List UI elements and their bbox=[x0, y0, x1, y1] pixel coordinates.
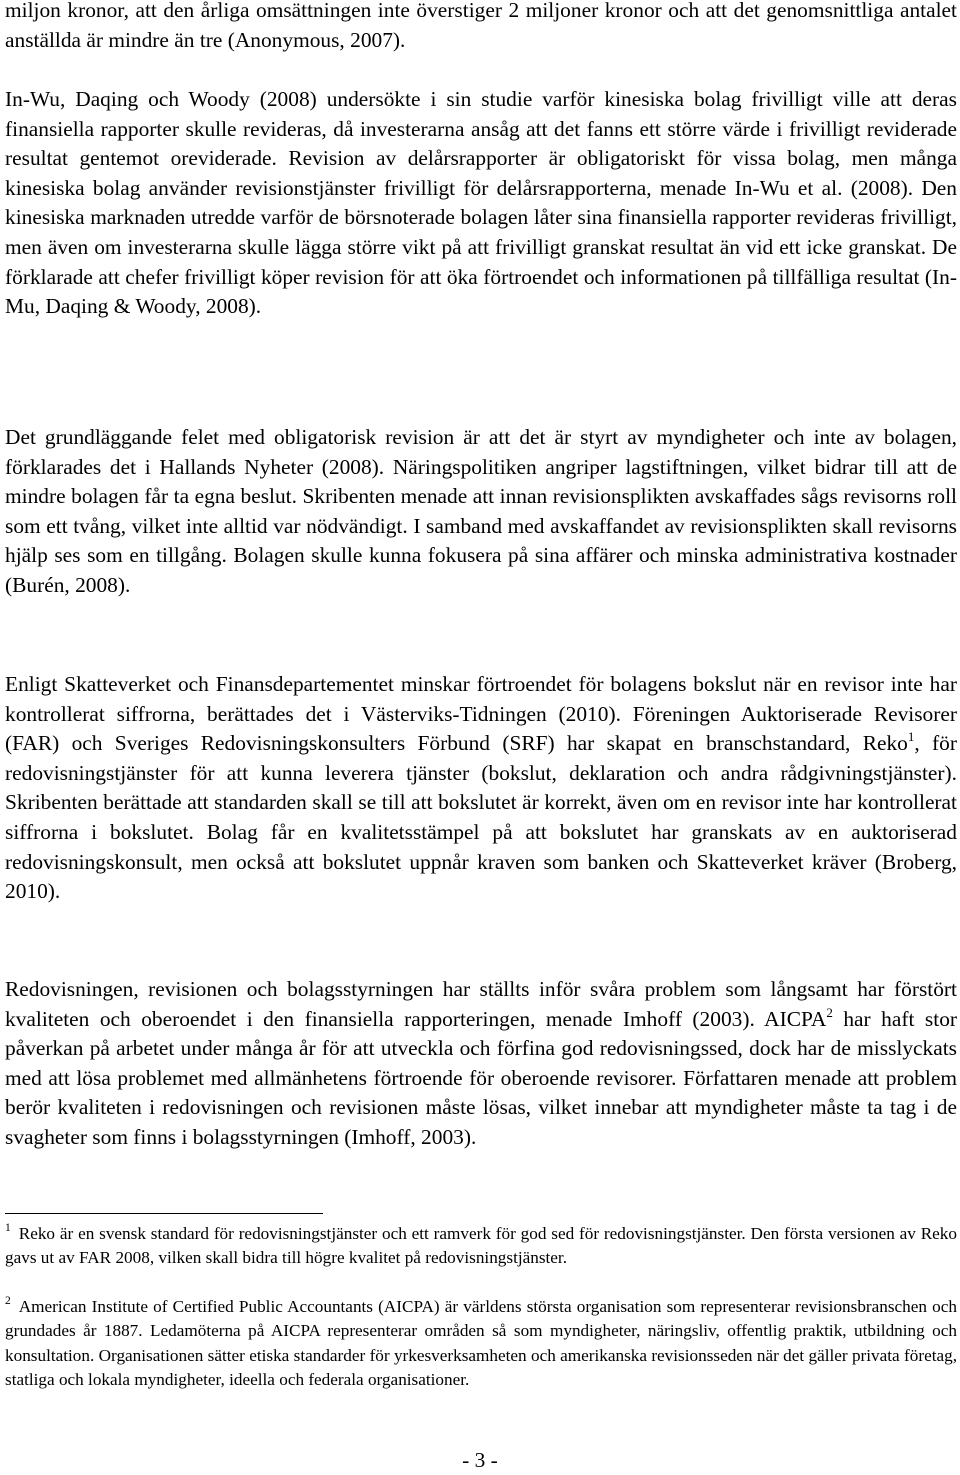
paragraph-2: In-Wu, Daqing och Woody (2008) undersökte i sin studie varför kinesiska bolag frivilligt ville att deras finansiella rapporter skulle revideras, då investerarna ansåg att det fanns ett större värde i frivilligt reviderade resultat gentemot oreviderade. Revision av delårsrapporter är obligatoriskt för vissa bolag, men många kinesiska bolag använder revisionstjänster frivilligt för delårsrapporterna, menade In-Wu et al. (2008). Den kinesiska marknaden utredde varför de börsnoterade bolagen låter sina finansiella rapporter revideras frivilligt, men även om investerarna skulle lägga större vikt på att frivilligt granskat resultat än vid ett icke granskat. De förklarade att chefer frivilligt köper revision för att öka förtroendet och informationen på tillfälliga resultat (In-Mu, Daqing & Woody, 2008). bbox=[5, 87, 957, 319]
footnote-1-text: Reko är en svensk standard för redovisningstjänster och ett ramverk för god sed för redovisningstjänster. Den första versionen av Reko gavs ut av FAR 2008, vilken skall bidra till högre kvalitet på redovisningstjänster. bbox=[5, 1224, 957, 1268]
footnote-2 bbox=[5, 1295, 957, 1392]
paragraph-1: miljon kronor, att den årliga omsättningen inte överstiger 2 miljoner kronor och att det genomsnittliga antalet anställda är mindre än tre (Anonymous, 2007). bbox=[5, 0, 957, 52]
paragraph-5 bbox=[5, 975, 957, 1153]
paragraph-3: Det grundläggande felet med obligatorisk revision är att det är styrt av myndigheter och inte av bolagen, förklarades det i Hallands Nyheter (2008). Näringspolitiken angriper lagstiftningen, vilket bidrar till att de mindre bolagen får ta egna beslut. Skribenten menade att innan revisionsplikten avskaffades sågs revisorns roll som ett tvång, vilket inte alltid var nödvändigt. I samband med avskaffandet av revisionsplikten skall revisorns hjälp ses som en tillgång. Bolagen skulle kunna fokusera på sina affärer och minska administrativa kostnader (Burén, 2008). bbox=[5, 425, 957, 597]
paragraph-5-text-after-ref: har haft stor påverkan på arbetet under många år för att utveckla och förfina god redovisningssed, dock har de misslyckats med att lösa problemet med allmänhetens förtroende för oberoende revisorer. Författaren menade att problem berör kvaliteten i redovisningen och revisionen måste lösas, vilket innebar att myndigheter måste ta tag i de svagheter som finns i bolagsstyrningen (Imhoff, 2003). bbox=[5, 1006, 958, 1149]
footnote-ref-1: 1 bbox=[907, 729, 915, 745]
paragraph-4-text-after-ref: , för redovisningstjänster för att kunna leverera tjänster (bokslut, deklaration och andra rådgivningstjänster). Skribenten berättade att standarden skall se till att bokslutet är korrekt, även om en revisor inte har kontrollerat siffrorna i bokslutet. Bolag får en kvalitetsstämpel på att bokslutet har granskats av en auktoriserad redovisningskonsult, men också att bokslutet uppnår kraven som banken och Skatteverket kräver (Broberg, 2010). bbox=[5, 731, 958, 904]
paragraph-4-text-before-ref: Enligt Skatteverket och Finansdepartementet minskar förtroendet för bolagens bokslut när en revisor inte har kontrollerat siffrorna, berättades det i Västerviks-Tidningen (2010). Föreningen Auktoriserade Revisorer (FAR) och Sveriges Redovisningskonsulters Förbund (SRF) har skapat en branschstandard, Reko bbox=[5, 672, 957, 756]
footnote-2-marker: 2 bbox=[5, 1295, 11, 1307]
footnote-ref-2: 2 bbox=[826, 1004, 833, 1020]
paragraph-4 bbox=[5, 670, 957, 907]
footnote-1-marker: 1 bbox=[5, 1222, 11, 1234]
paragraph-5-text-before-ref: Redovisningen, revisionen och bolagsstyrningen har ställts inför svåra problem som långsamt har förstört kvaliteten och oberoendet i den finansiella rapporteringen, menade Imhoff (2003). AICPA bbox=[5, 977, 957, 1031]
footnote-2-text: American Institute of Certified Public Accountants (AICPA) är världens största organisation som representerar revisionsbranschen och grundades år 1887. Ledamöterna på AICPA representerar områden så som myndigheter, näringsliv, offentlig praktik, utbildning och konsultation. Organisationen sätter etiska standarder för yrkesverksamheten och amerikanska revisionsseden när det gäller privata företag, statliga och lokala myndigheter, ideella och federala organisationer. bbox=[5, 1297, 957, 1389]
footnote-separator bbox=[5, 1213, 323, 1214]
footnote-1 bbox=[5, 1222, 957, 1271]
page-number: - 3 - bbox=[462, 1448, 498, 1472]
